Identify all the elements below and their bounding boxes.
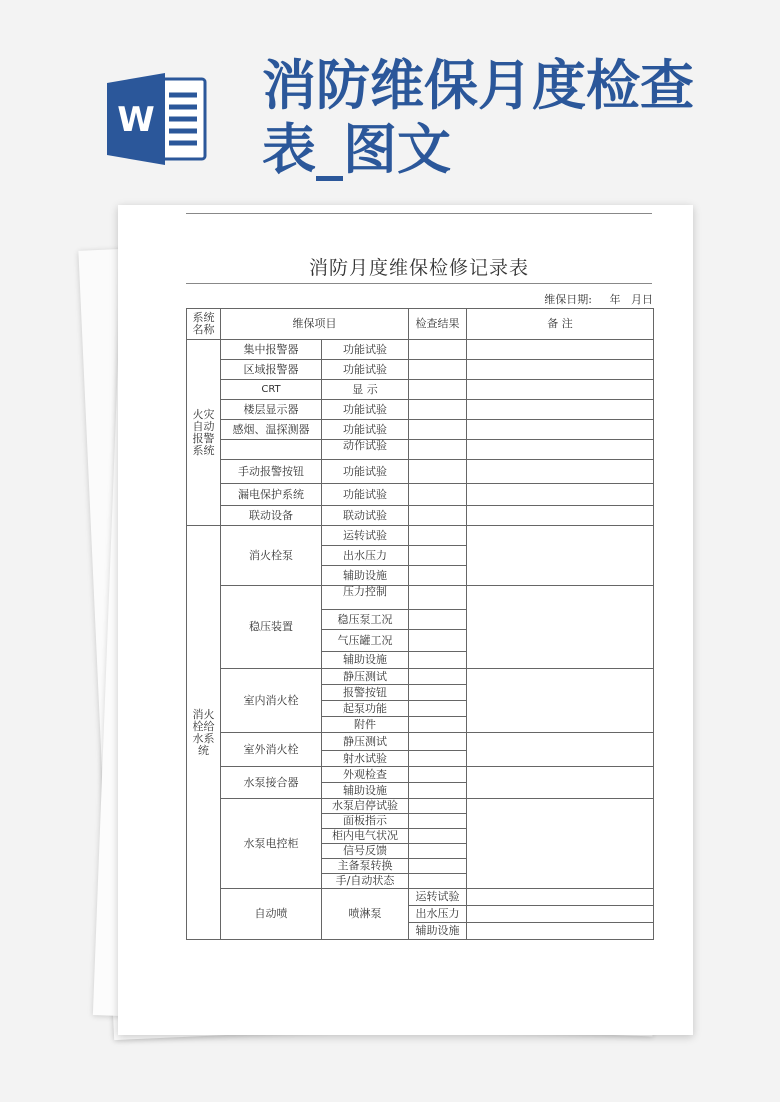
result-cell[interactable] [409,566,467,586]
date-month-day: 月日 [631,293,653,306]
table-row [187,733,654,751]
headline-line-2: 表_图文 [262,118,451,181]
form-title: 消防月度维保检修记录表 [308,257,529,279]
result-cell[interactable] [409,859,467,874]
device-cell: 手动报警按钮 [221,460,322,484]
check-cell: 功能试验 [322,360,409,380]
result-cell[interactable] [409,717,467,733]
check-cell: 出水压力 [409,906,467,923]
remark-cell[interactable] [467,586,654,669]
result-cell[interactable] [409,440,467,460]
header-result: 检查结果 [409,309,467,340]
device-cell: 消火栓泵 [221,526,322,586]
remark-cell[interactable] [467,484,654,506]
table-row [187,440,654,460]
result-cell[interactable] [467,906,654,923]
remark-cell[interactable] [467,420,654,440]
result-cell[interactable] [409,380,467,400]
device-cell: 稳压装置 [221,586,322,669]
table-row [187,400,654,420]
check-cell: 报警按钮 [322,685,409,701]
document-page [118,205,693,1035]
result-cell[interactable] [409,829,467,844]
result-cell[interactable] [409,506,467,526]
table-row [187,586,654,610]
result-cell[interactable] [467,889,654,906]
result-cell[interactable] [409,799,467,814]
table-row [187,460,654,484]
result-cell[interactable] [409,767,467,783]
check-cell: 动作试验 [322,440,409,460]
system-fire-alarm: 火灾自动报警系统 [187,340,221,526]
result-cell[interactable] [467,923,654,940]
result-cell[interactable] [409,751,467,767]
table-header-row [187,309,654,340]
device-cell: CRT [221,380,322,400]
result-cell[interactable] [409,420,467,440]
page-headline [262,54,762,182]
result-cell[interactable] [409,546,467,566]
device-cell: 水泵电控柜 [221,799,322,889]
result-cell[interactable] [409,685,467,701]
result-cell[interactable] [409,874,467,889]
header-remark: 备 注 [467,309,654,340]
title-rule [186,283,652,284]
table-row [187,506,654,526]
result-cell[interactable] [409,610,467,630]
check-cell: 联动试验 [322,506,409,526]
check-cell: 辅助设施 [322,652,409,669]
table-row [187,360,654,380]
device-cell: 集中报警器 [221,340,322,360]
check-cell: 辅助设施 [409,923,467,940]
table-row [187,799,654,814]
date-year: 年 [609,293,621,306]
check-cell: 主备泵转换 [322,859,409,874]
result-cell[interactable] [409,652,467,669]
check-cell: 射水试验 [322,751,409,767]
remark-cell[interactable] [467,340,654,360]
maintenance-form-table [186,308,654,940]
check-cell: 外观检查 [322,767,409,783]
check-cell: 显 示 [322,380,409,400]
device-cell: 水泵接合器 [221,767,322,799]
result-cell[interactable] [409,460,467,484]
header-item: 维保项目 [221,309,409,340]
remark-cell[interactable] [467,460,654,484]
result-cell[interactable] [409,360,467,380]
result-cell[interactable] [409,701,467,717]
word-letter: W [117,100,155,140]
device-cell: 楼层显示器 [221,400,322,420]
remark-cell[interactable] [467,669,654,733]
table-row [187,889,654,906]
header-rule [186,213,652,214]
device-cell [221,440,322,460]
check-cell: 功能试验 [322,400,409,420]
date-label: 维保日期: [544,293,593,306]
remark-cell[interactable] [467,733,654,767]
header-system: 系统名称 [187,309,221,340]
check-cell: 功能试验 [322,420,409,440]
date-line [544,291,653,307]
check-cell: 柜内电气状况 [322,829,409,844]
remark-cell[interactable] [467,526,654,586]
result-cell[interactable] [409,844,467,859]
table-row [187,340,654,360]
device-cell: 漏电保护系统 [221,484,322,506]
device-cell: 喷淋泵 [322,889,409,940]
check-cell: 运转试验 [322,526,409,546]
table-row [187,484,654,506]
system-hydrant: 消火栓给水系统 [187,526,221,940]
device-cell: 室内消火栓 [221,669,322,733]
check-cell: 面板指示 [322,814,409,829]
system-sprinkler: 自动喷 [221,889,322,940]
check-cell: 压力控制 [322,586,409,610]
check-cell: 辅助设施 [322,566,409,586]
check-cell: 功能试验 [322,484,409,506]
table-row [187,380,654,400]
check-cell: 气压罐工况 [322,630,409,652]
table-row [187,420,654,440]
remark-cell[interactable] [467,380,654,400]
remark-cell[interactable] [467,440,654,460]
check-cell: 水泵启停试验 [322,799,409,814]
table-row [187,526,654,546]
result-cell[interactable] [409,630,467,652]
check-cell: 运转试验 [409,889,467,906]
check-cell: 出水压力 [322,546,409,566]
device-cell: 感烟、温探测器 [221,420,322,440]
result-cell[interactable] [409,733,467,751]
device-cell: 室外消火栓 [221,733,322,767]
remark-cell[interactable] [467,506,654,526]
result-cell[interactable] [409,400,467,420]
table-row [187,669,654,685]
check-cell: 功能试验 [322,460,409,484]
check-cell: 附件 [322,717,409,733]
check-cell: 信号反馈 [322,844,409,859]
check-cell: 静压测试 [322,669,409,685]
result-cell[interactable] [409,669,467,685]
device-cell: 区域报警器 [221,360,322,380]
result-cell[interactable] [409,586,467,610]
remark-cell[interactable] [467,799,654,889]
check-cell: 功能试验 [322,340,409,360]
check-cell: 辅助设施 [322,783,409,799]
table-row [187,767,654,783]
result-cell[interactable] [409,340,467,360]
check-cell: 静压测试 [322,733,409,751]
check-cell: 稳压泵工况 [322,610,409,630]
result-cell[interactable] [409,526,467,546]
word-document-icon [107,73,209,165]
remark-cell[interactable] [467,767,654,799]
result-cell[interactable] [409,814,467,829]
remark-cell[interactable] [467,360,654,380]
check-cell: 手/自动状态 [322,874,409,889]
remark-cell[interactable] [467,400,654,420]
headline-line-1: 消防维保月度检查 [262,54,694,117]
result-cell[interactable] [409,484,467,506]
check-cell: 起泵功能 [322,701,409,717]
result-cell[interactable] [409,783,467,799]
device-cell: 联动设备 [221,506,322,526]
